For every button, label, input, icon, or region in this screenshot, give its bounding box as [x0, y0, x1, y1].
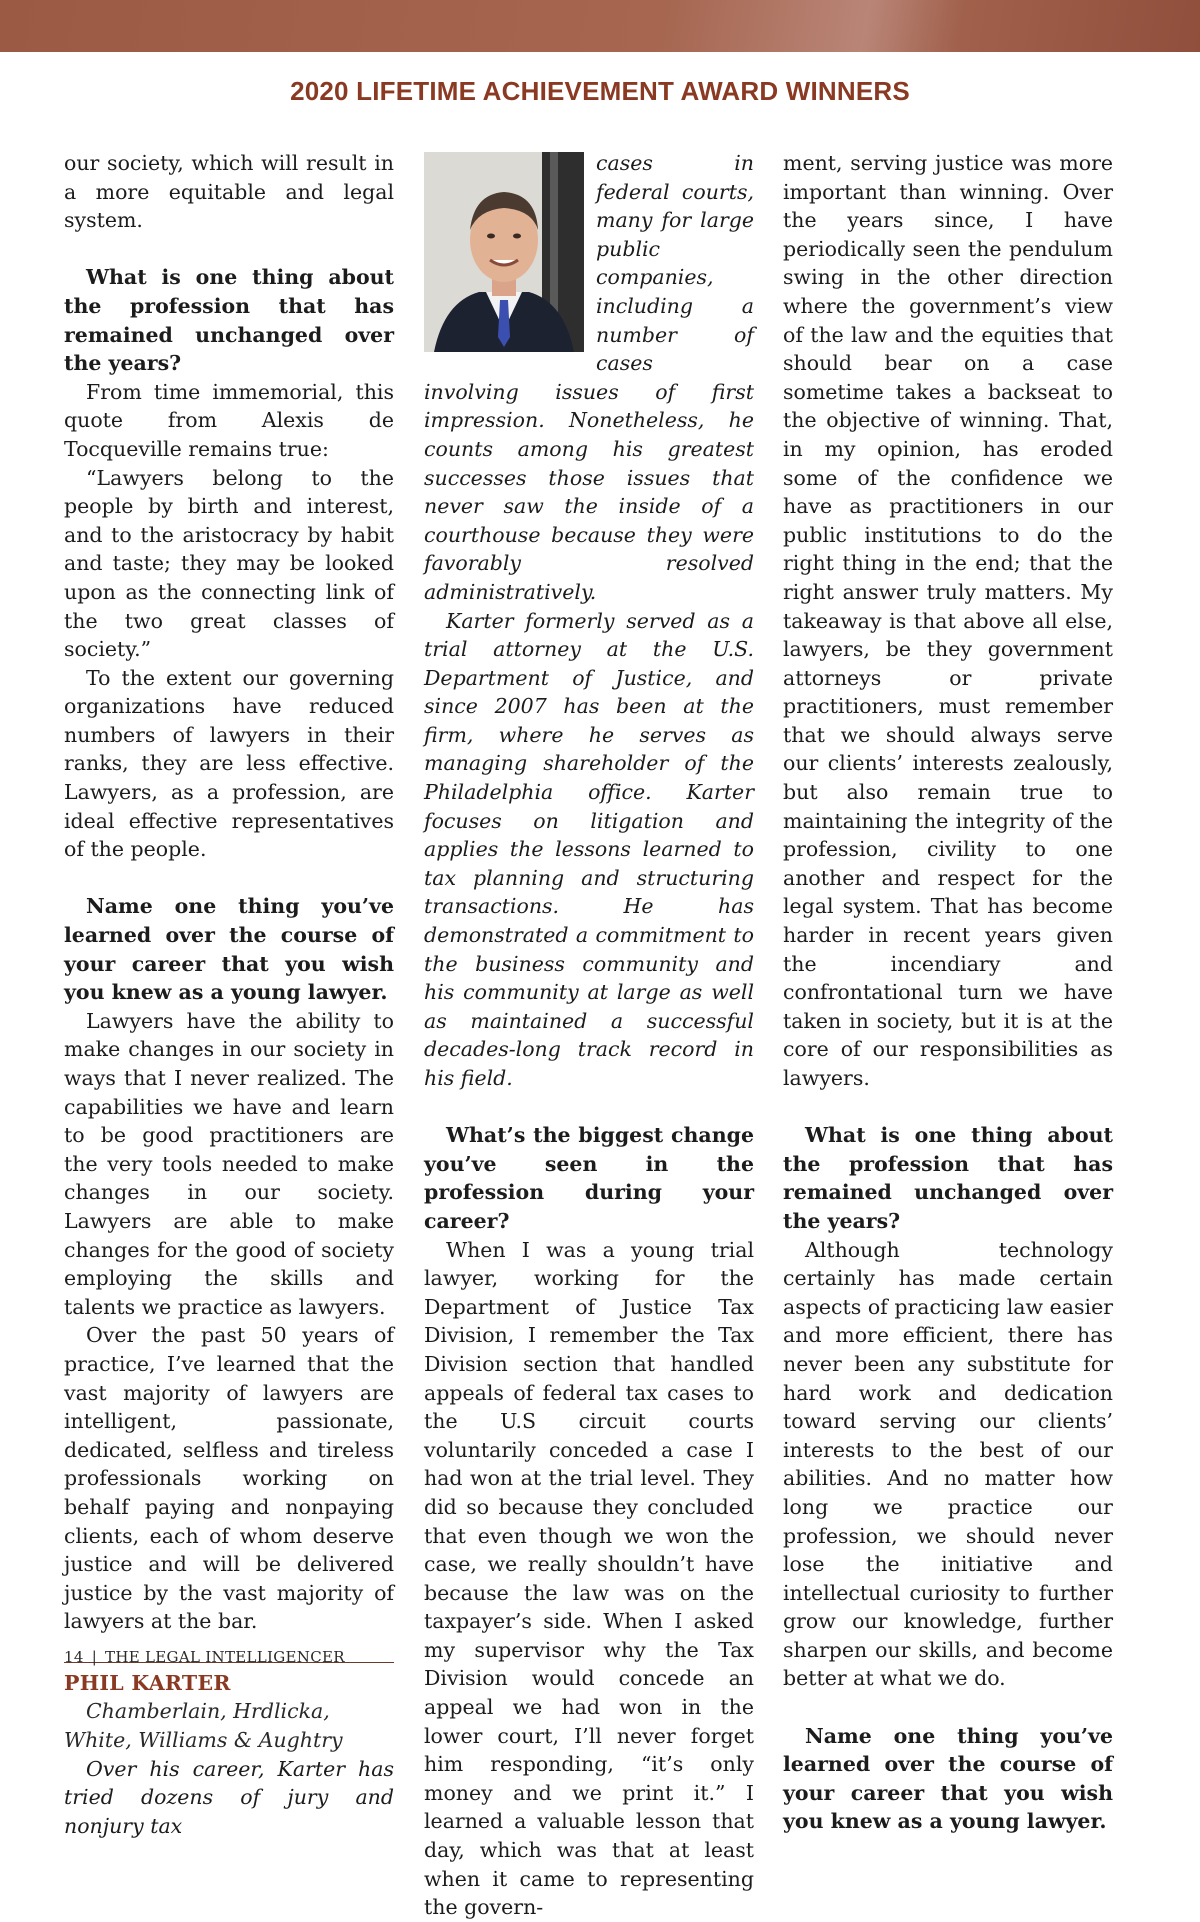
winner-firm: Chamberlain, Hrdlicka, White, Williams & Aughtry: [64, 1699, 343, 1753]
footer-separator: |: [91, 1648, 98, 1666]
bio-paragraph: Over his career, Karter has tried dozens of jury and nonjury tax: [64, 1756, 394, 1838]
bio-paragraph: Karter formerly served as a trial attorney at the U.S. Department of Justice, and since 2007 has been at the firm, where he serves as managing shareholder of the Philadelphia office. Karter focuses on litigation and applies the lessons learned to tax planning and structuring transactions. He has demonstrated a commitment to the business community and his community at large as well as maintained a successful decades-long track record in his field.: [424, 608, 754, 1090]
byline-divider: [64, 1662, 394, 1755]
paragraph: ment, serving justice was more important than winning. Over the years since, I have periodically seen the pendulum swing in the other direction where the government’s view of the law and the equities that should bear on a case sometime takes a backseat to the objective of winning. That, in my opinion, has eroded some of the confidence we have as practitioners in our public institutions to do the right thing in the end; that the right answer truly matters. My takeaway is that above all else, lawyers, be they government attorneys or private practitioners, must remember that we should always serve our clients’ interests zealously, but also remain true to maintaining the integrity of the profession, civility to one another and respect for the legal system. That has become harder in recent years given the incendiary and confrontational turn we have taken in society, but it is at the core of our responsibilities as lawyers.: [783, 151, 1113, 1090]
paragraph: Although technology certainly has made certain aspects of practicing law easier and more efficient, there has never been any substitute for hard work and dedication toward serving our clients’ interests to the best of our abilities. And no matter how long we practice our profession, we should never lose the initiative and intellectual curiosity to further grow our knowledge, further sharpen our skills, and become better at what we do.: [783, 1237, 1113, 1691]
question-heading: What’s the biggest change you’ve seen in the profession during your career?: [424, 1123, 754, 1233]
page-number: 14: [64, 1648, 84, 1666]
portrait-photo: [424, 152, 584, 352]
question-heading: Name one thing you’ve learned over the course of your career that you wish you knew as a young lawyer.: [64, 894, 394, 1005]
quote-paragraph: “Lawyers belong to the people by birth and interest, and to the aristocracy by habit and taste; they may be looked upon as the connecting link of the two great classes of society.”: [64, 465, 394, 662]
paragraph: our society, which will result in a more equitable and legal system.: [64, 151, 394, 233]
paragraph: Over the past 50 years of practice, I’ve learned that the vast majority of lawyers are intelligent, passionate, dedicated, selfless and tireless professionals working on behalf paying and nonpaying clients, each of whom deserve justice and will be delivered justice by the vast majority of lawyers at the bar.: [64, 1323, 394, 1634]
paragraph: To the extent our governing organizations have reduced numbers of lawyers in their ranks, they are less effective. Lawyers, as a profession, are ideal effective representatives of the people.: [64, 665, 394, 862]
paragraph: When I was a young trial lawyer, working for the Department of Justice Tax Division, I remember the Tax Division section that handled appeals of federal tax cases to the U.S circuit courts voluntarily conceded a case I had won at the trial level. They did so because they concluded that even though we won the case, we really shouldn’t have because the law was on the taxpayer’s side. When I asked my supervisor why the Tax Division would concede an appeal we had won in the lower court, I’ll never forget him responding, “it’s only money and we print it.” I learned a valuable lesson that day, which was that at least when it came to representing the govern-: [424, 1237, 754, 1920]
page-footer: [64, 1648, 345, 1666]
question-heading: Name one thing you’ve learned over the course of your career that you wish you knew as a young lawyer.: [783, 1723, 1113, 1834]
bio-paragraph: cases in federal courts, many for large public companies, including a number of cases involving issues of first impression. Nonetheless, he counts among his greatest successes those issues that never saw the inside of a courthouse because they were favorably resolved administratively.: [424, 151, 754, 604]
top-color-band: [0, 0, 1200, 52]
page-title: 2020 LIFETIME ACHIEVEMENT AWARD WINNERS: [290, 76, 910, 106]
portrait-image: [424, 152, 584, 352]
column-right: [783, 149, 1113, 1836]
paragraph: From time immemorial, this quote from Alexis de Tocqueville remains true:: [64, 379, 394, 461]
paragraph: Lawyers have the ability to make changes in our society in ways that I never realized. The capabilities we have and learn to be good practitioners are the very tools needed to make changes in our society. Lawyers are able to make changes for the good of society employing the skills and talents we practice as lawyers.: [64, 1008, 394, 1319]
column-middle: [424, 149, 754, 1922]
publication-name: THE LEGAL INTELLIGENCER: [105, 1648, 345, 1666]
question-heading: What is one thing about the profession that has remained unchanged over the years?: [64, 265, 394, 376]
column-left: [64, 149, 394, 1840]
winner-name: PHIL KARTER: [64, 1670, 231, 1695]
question-heading: What is one thing about the profession that has remained unchanged over the years?: [783, 1123, 1113, 1233]
